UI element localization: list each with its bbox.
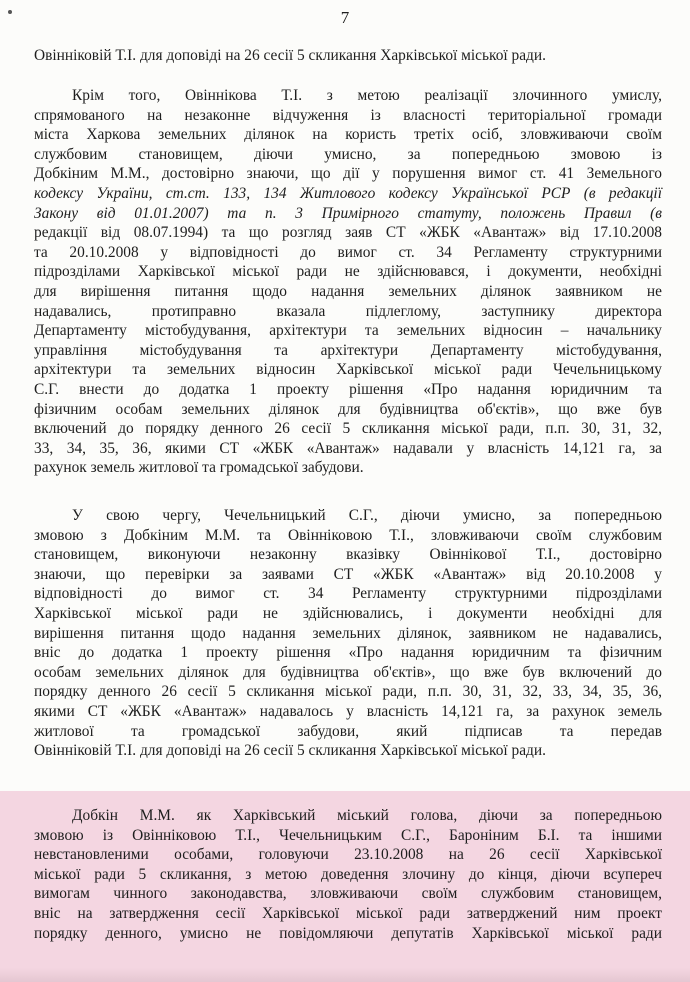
text-line: фізичним особам земельних ділянок для будівництва об'єктів», що вже був — [34, 400, 662, 418]
text-line: Крім того, Овіннікова Т.І. з метою реалізації злочинного умислу, — [72, 87, 662, 104]
text-line: якими СТ «ЖБК «Авантаж» надавалось у власність 14,121 га, за рахунок земель — [34, 702, 662, 720]
text-line: порядку денного 26 сесії 5 скликання міської ради, п.п. 30, 31, 32, 33, 34, 35, 36, — [34, 683, 662, 701]
text-line: службовим становищем, діючи умисно, за попередньою змовою із — [34, 145, 662, 163]
paragraph-dobkin — [34, 806, 662, 943]
text-line: для вирішення питання щодо надання земельних ділянок заявником не — [34, 282, 662, 300]
text-line: Овінніковій Т.І. для доповіді на 26 сесії 5 скликання Харківської міської ради. — [34, 742, 546, 760]
text-line: рахунок земель житлової та громадської забудови. — [34, 459, 364, 477]
text-line: змовою із Овінніковою Т.І., Чечельницьким С.Г., Бароніним Б.І. та іншими — [34, 826, 662, 844]
text-line: знаючи, що перевірки за заявами СТ «ЖБК «Авантаж» від 20.10.2008 у — [34, 565, 662, 583]
text-line: порядку денного, умисно не повідомляючи депутатів Харківської міської ради — [34, 924, 662, 942]
text-line: надавались, протиправно вказала підлеглому, заступнику директора — [34, 302, 662, 320]
text-line: Овінніковій Т.І. для доповіді на 26 сесії 5 скликання Харківської міської ради. — [34, 47, 546, 64]
text-line: Добкіним М.М., достовірно знаючи, що дії у порушення вимог ст. 41 Земельного — [34, 165, 662, 183]
text-line: невстановленими особами, головуючи 23.10.2008 на 26 сесії Харківської — [34, 846, 662, 864]
page-number: 7 — [340, 8, 350, 27]
text-line: вирішення питання щодо надання земельних ділянок, заявником не надавались, — [34, 624, 662, 642]
text-line: У свою чергу, Чечельницький С.Г., діючи умисно, за попередньою — [72, 507, 662, 524]
text-line: змовою з Добкіним М.М. та Овінніковою Т.І., зловживаючи своїм службовим — [34, 526, 662, 544]
text-line: та 20.10.2008 у відповідності до вимог ст. 34 Регламенту структурними — [34, 243, 662, 261]
text-line: житлової та громадської забудови, який підписав та передав — [34, 722, 662, 740]
text-line: 33, 34, 35, 36, якими СТ «ЖБК «Авантаж» надавали у власність 14,121 га, за — [34, 439, 662, 457]
text-line: Департаменту містобудування, архітектури та земельних відносин – начальнику — [34, 322, 662, 340]
paragraph-ovinnikova — [34, 86, 662, 478]
text-line: спрямованого на незаконне відчуження із власності територіальної громади — [34, 106, 662, 124]
paragraph-continuation — [34, 46, 662, 66]
text-line: міста Харкова земельних ділянок на користь третіх осіб, зловживаючи своїм — [34, 126, 662, 144]
text-line: вніс до додатка 1 проекту рішення «Про надання юридичним та фізичним — [34, 644, 662, 662]
text-line: включений до порядку денного 26 сесії 5 скликання міської ради, п.п. 30, 31, 32, — [34, 420, 662, 438]
text-line: С.Г. внести до додатка 1 проекту рішення «Про надання юридичним та — [34, 380, 662, 398]
text-line: міської ради 5 скликання, з метою доведення злочину до кінця, діючи всупереч — [34, 865, 662, 883]
text-line: Добкін М.М. як Харківський міський голова, діючи за попередньою — [72, 807, 662, 824]
text-line: вимогам чинного законодавства, зловживаючи своїм службовим становищем, — [34, 885, 662, 903]
text-line: особам земельних ділянок для будівництва об'єктів», що вже був включений до — [34, 663, 662, 681]
scan-shadow — [0, 968, 690, 982]
text-line: Закону від 01.01.2007) та п. 3 Примірного статуту, положень Правил (в — [34, 204, 662, 222]
text-line: Харківської міської ради не здійснювались, і документи необхідні для — [34, 604, 662, 622]
text-line: відповідності до вимог ст. 34 Регламенту структурними підрозділами — [34, 585, 662, 603]
text-line: кодексу України, ст.ст. 133, 134 Житлового кодексу Української РСР (в редакції — [34, 184, 662, 202]
paragraph-chechelnytskyi — [34, 506, 662, 761]
text-line: архітектури та земельних відносин Харківської міської ради Чечельницькому — [34, 361, 662, 379]
text-line: вніс на затвердження сесії Харківської міської ради затверджений ним проект — [34, 904, 662, 922]
text-line: становищем, виконуючи незаконну вказівку Овіннікової Т.І., достовірно — [34, 546, 662, 564]
text-line: управління містобудування та архітектури Департаменту містобудування, — [34, 341, 662, 359]
text-line: підрозділами Харківської міської ради не здійснювався, і документи, необхідні — [34, 263, 662, 281]
text-line: редакції від 08.07.1994) та що розгляд заяв СТ «ЖБК «Авантаж» від 17.10.2008 — [34, 224, 662, 242]
